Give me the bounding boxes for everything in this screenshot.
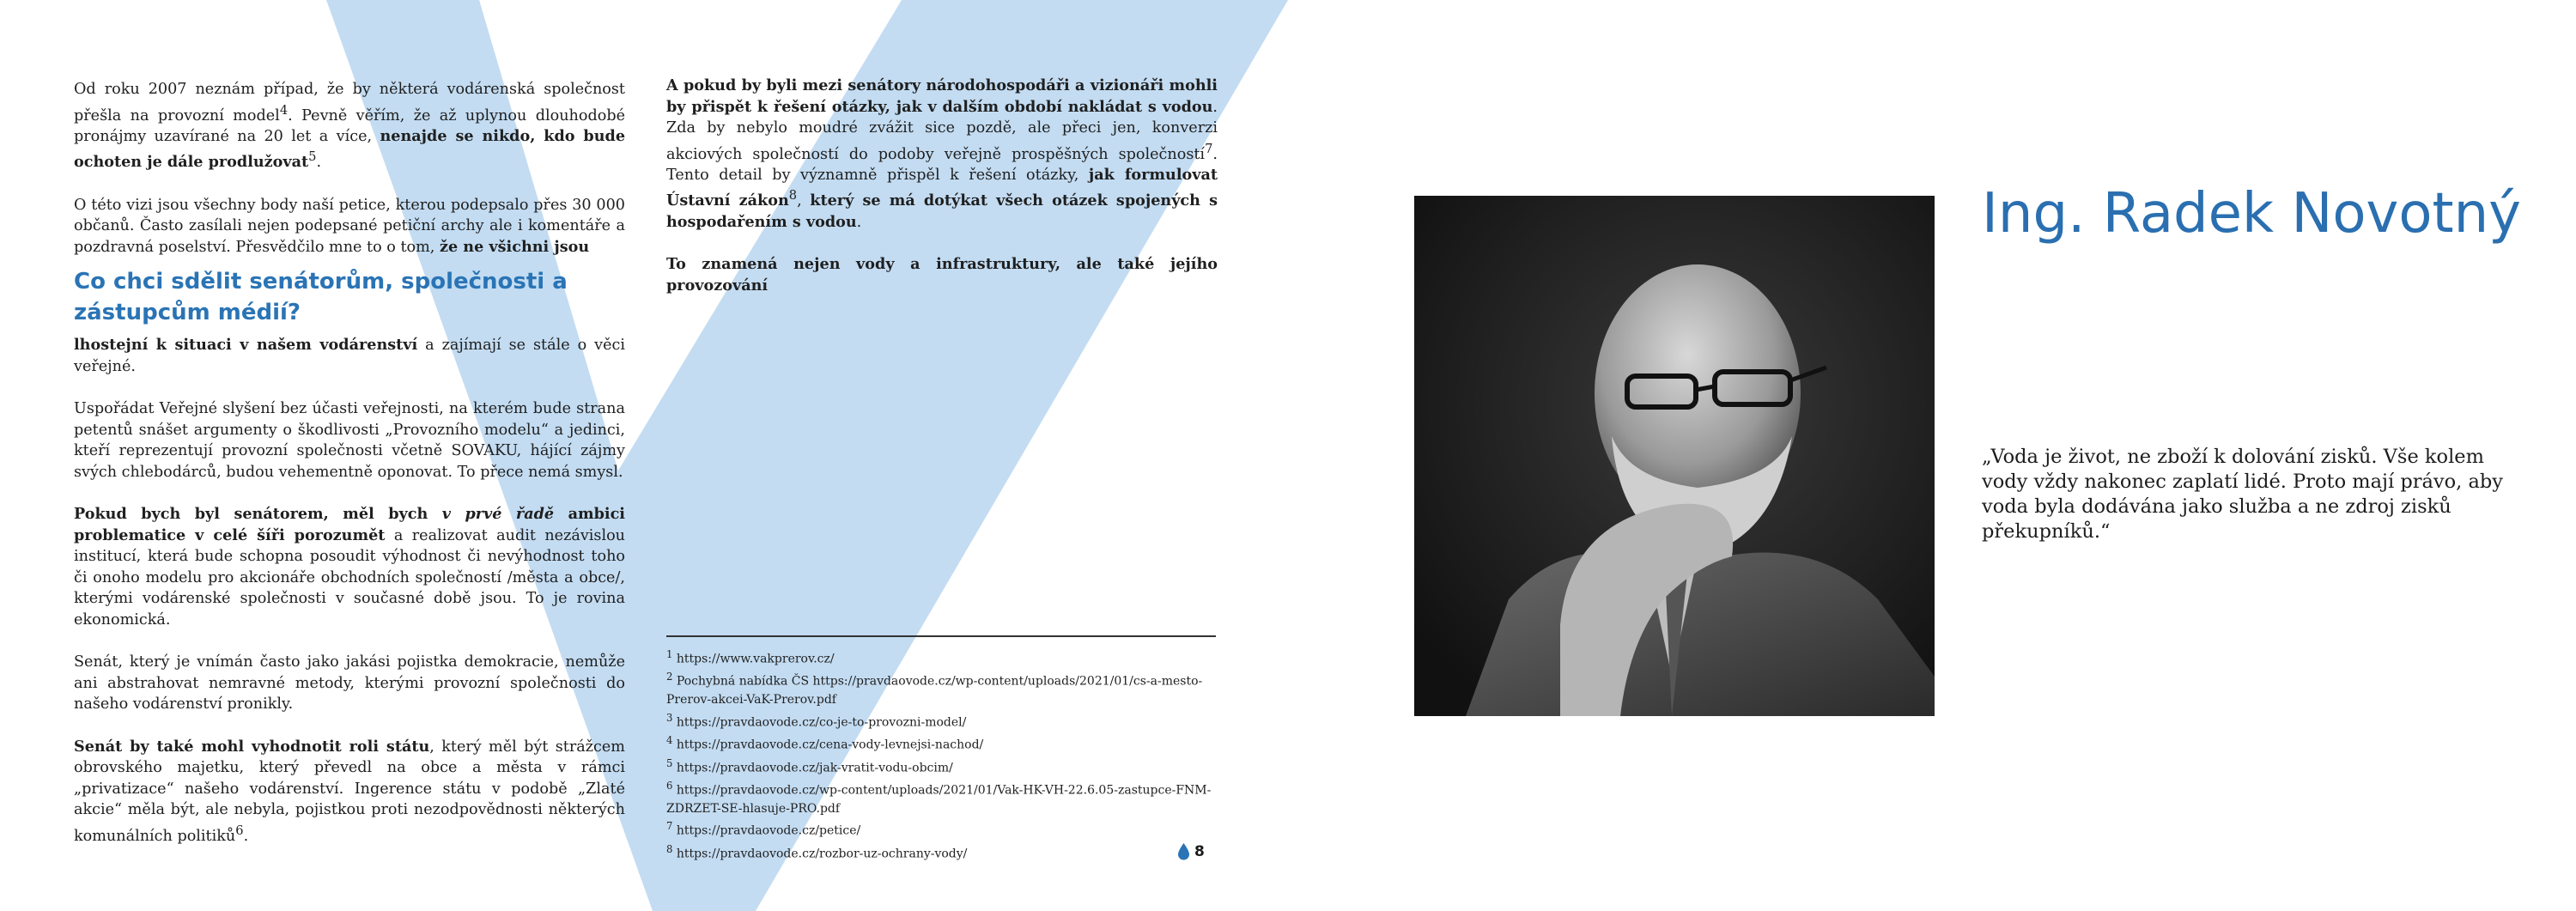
footnote-item[interactable]: $^6$ https://pravdaovode.cz/wp-content/uploads/2021/01/Vak-HK-VH-22.6.05-zastupce-FNM-ZDRZET-SE-hlasuje-PRO.pdf — [666, 780, 1212, 816]
page-number-text: 8 — [1194, 843, 1205, 860]
footnote-item[interactable]: $^1$ https://www.vakprerov.cz/ — [666, 648, 835, 666]
page-number — [1178, 843, 1205, 860]
footnote-item[interactable]: $^2$ Pochybná nabídka ČS https://pravdaovode.cz/wp-content/uploads/2021/01/cs-a-mesto-Prerov-akcei-VaK-Prerov.pdf — [666, 671, 1203, 707]
section-heading: Co chci sdělit senátorům, společnosti a zástupcům médií? — [74, 269, 568, 326]
footnote-item[interactable]: $^8$ https://pravdaovode.cz/rozbor-uz-ochrany-vody/ — [666, 842, 968, 861]
footnote-item[interactable]: $^7$ https://pravdaovode.cz/petice/ — [666, 820, 861, 838]
footnotes — [666, 646, 1216, 863]
paragraph-5: Pokud bych byl senátorem, měl bych v prvé řadě ambici problematice v celé šíři porozumět a realizovat audit nezávislou institucí, která bude schopna posoudit výhodnost či nevýhodnost toho či onoho modelu pro akcionáře obchodních společností /města a obce/, kterými vodárenské společnosti v současné době jsou. To je rovina ekonomická. — [74, 505, 625, 629]
paragraph-3: lhostejní k situaci v našem vodárenství a zajímají se stále o věci veřejné. — [74, 336, 625, 375]
paragraph-9: To znamená nejen vody a infrastruktury, ale také jejího provozování — [666, 255, 1218, 295]
text-column-right — [666, 76, 1218, 318]
paragraph-2: O této vizi jsou všechny body naší petice, kterou podepsalo přes 30 000 občanů. Často zasílali nejen podepsané petiční archy ale i komentáře a pozdravná poselství. Přesvědčilo mne to o tom, že ne všichni jsou — [74, 196, 625, 256]
footnote-item[interactable]: $^5$ https://pravdaovode.cz/jak-vratit-vodu-obcim/ — [666, 756, 953, 775]
paragraph-4: Uspořádat Veřejné slyšení bez účasti veřejnosti, na kterém bude strana petentů snášet argumenty o škodlivosti „Provozního modelu“ a jedinci, kteří reprezentují provozní společnosti včetně SOVAKU, hájící zájmy svých chlebodárců, budou vehementně oponovat. To přece nemá smysl. — [74, 400, 625, 481]
footnote-item[interactable]: $^3$ https://pravdaovode.cz/co-je-to-provozni-model/ — [666, 711, 967, 730]
portrait-illustration — [1414, 196, 1935, 716]
footnote-divider — [666, 635, 1216, 637]
paragraph-8: A pokud by byli mezi senátory národohospodáři a vizionáři mohli by přispět k řešení otázky, jak v dalším období nakládat s vodou. Zda by nebylo moudré zvážit sice pozdě, ale přeci jen, konverzi akciových společností do podoby veřejně prospěšných společností$^7$. Tento detail by významně přispěl k řešení otázky, jak formulovat Ústavní zákon$^8$, který se má dotýkat všech otázek spojených s hospodařením s vodou. — [666, 76, 1218, 231]
paragraph-1: Od roku 2007 neznám případ, že by některá vodárenská společnost přešla na provozní model$^4$. Pevně věřím, že až uplynou dlouhodobé pronájmy uzavírané na 20 let a více, nenajde se nikdo, kdo bude ochoten je dále prodlužovat$^5$. — [74, 81, 626, 172]
author-quote: „Voda je život, ne zboží k dolování zisků. Vše kolem vody vždy nakonec zaplatí lidé. Proto mají právo, aby voda byla dodávána jako služba a ne zdroj zisků překupníků.“ — [1982, 446, 2504, 543]
water-drop-icon — [1178, 843, 1189, 860]
right-page — [1288, 0, 2576, 911]
paragraph-6: Senát, který je vnímán často jako jakási pojistka demokracie, nemůže ani abstrahovat nemravné metody, kterými provozní společnosti do našeho vodárenství pronikly. — [74, 653, 625, 714]
author-portrait — [1414, 196, 1935, 716]
footnote-item[interactable]: $^4$ https://pravdaovode.cz/cena-vody-levnejsi-nachod/ — [666, 734, 984, 752]
author-name: Ing. Radek Novotný — [1982, 182, 2522, 246]
text-column-left — [74, 79, 625, 868]
paragraph-7: Senát by také mohl vyhodnotit roli státu, který měl být strážcem obrovského majetku, který převedl na obce a města v rámci „privatizace“ našeho vodárenství. Ingerence státu v podobě „Zlaté akcie“ měla být, ale nebyla, pojistkou proti nezodpovědnosti některých komunálních politiků$^6$. — [74, 737, 625, 845]
